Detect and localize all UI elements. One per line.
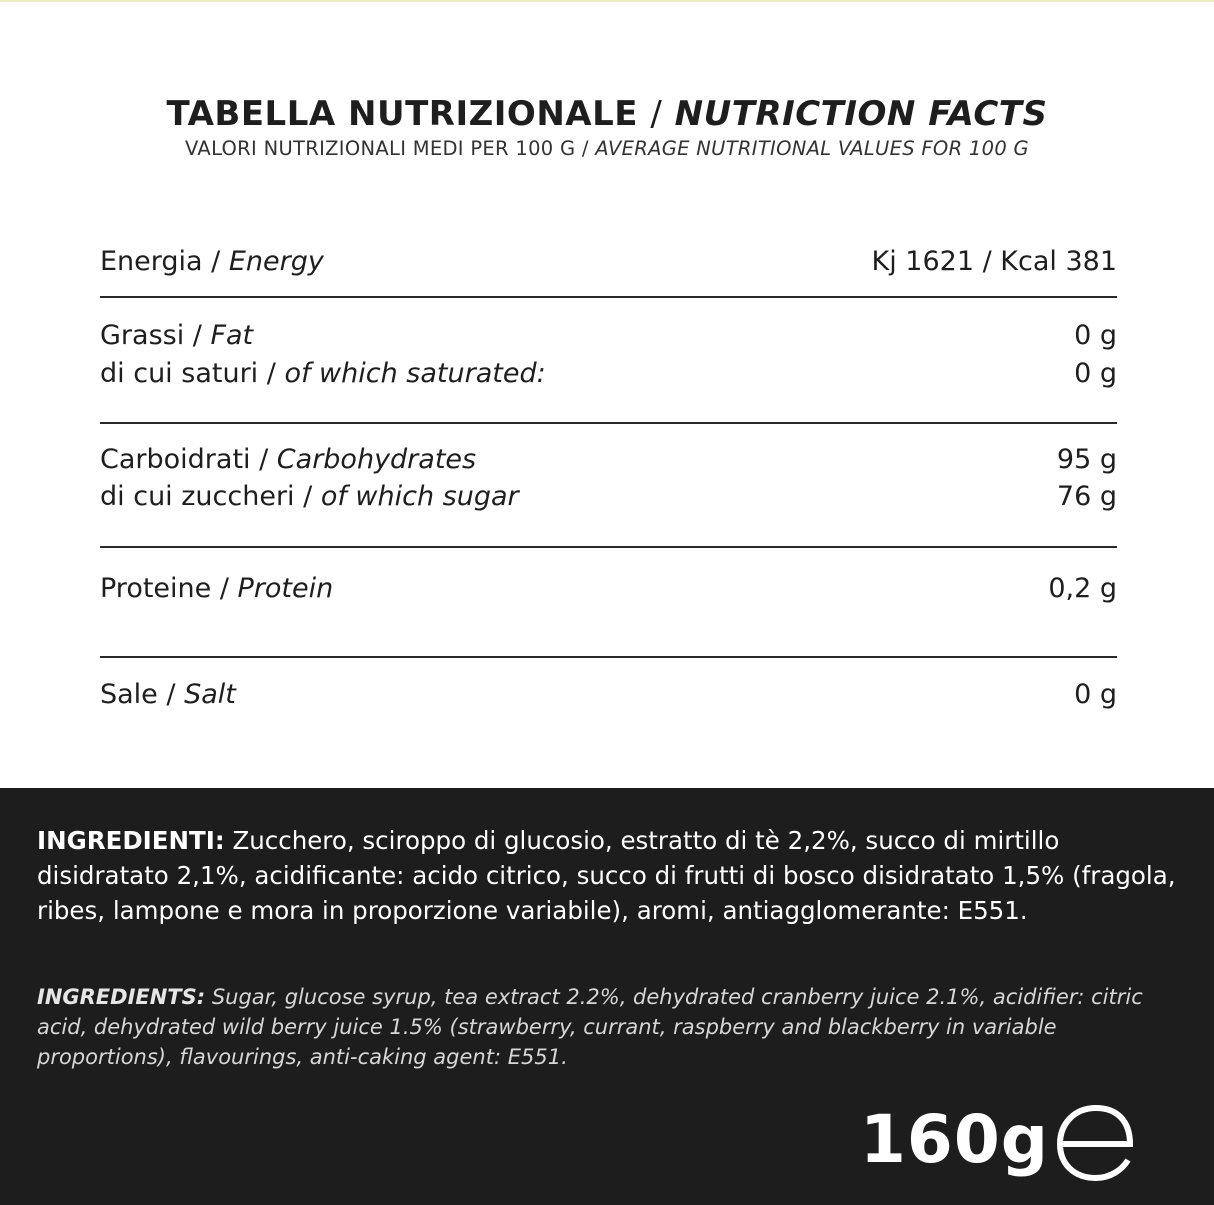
protein-row <box>100 568 1117 658</box>
ingredients-panel <box>0 788 1214 1205</box>
sugar-line <box>100 478 1117 515</box>
carbohydrates-value: 95 g <box>1056 444 1117 475</box>
ingredients-english-label: INGREDIENTS: <box>37 985 206 1009</box>
carbohydrates-line <box>100 441 1117 478</box>
protein-value: 0,2 g <box>1048 572 1117 604</box>
ingredients-italian <box>37 823 1187 928</box>
energy-label: Energia / Energy <box>100 245 324 277</box>
sugar-label: di cui zuccheri / of which sugar <box>100 481 519 512</box>
energy-line <box>100 234 1117 288</box>
nutrition-header <box>0 92 1214 162</box>
ingredients-english <box>37 982 1197 1072</box>
fat-line <box>100 316 1117 354</box>
fat-label: Grassi / Fat <box>100 319 254 351</box>
saturated-label: di cui saturi / of which saturated: <box>100 357 546 389</box>
energy-row <box>100 234 1117 298</box>
ingredients-italian-text: Zucchero, sciroppo di glucosio, estratto di tè 2,2%, succo di mirtillo disidratato 2,1%, acidificante: acido citrico, succo di frutti di bosco disidratato 1,5% (fragola, ribes, lampone e mora in proporzione variabile), aromi, antiagglomerante: E551. <box>37 826 1176 925</box>
ingredients-italian-label: INGREDIENTI: <box>37 826 225 855</box>
estimated-sign-icon <box>1054 1102 1136 1184</box>
salt-row <box>100 674 1117 714</box>
subtitle-italian: VALORI NUTRIZIONALI MEDI PER 100 G / <box>185 137 589 160</box>
saturated-value: 0 g <box>1074 357 1117 389</box>
energy-value: Kj 1621 / Kcal 381 <box>871 245 1117 277</box>
ingredients-english-text: Sugar, glucose syrup, tea extract 2.2%, dehydrated cranberry juice 2.1%, acidifier: citric acid, dehydrated wild berry juice 1.5% (strawberry, currant, raspberry and blackberry in variable proportions), flavourings, anti-caking agent: E551. <box>37 985 1143 1069</box>
title-italian: TABELLA NUTRIZIONALE <box>166 94 638 134</box>
carbohydrates-row <box>100 441 1117 548</box>
subtitle-english: AVERAGE NUTRITIONAL VALUES FOR 100 G <box>595 137 1029 160</box>
top-border <box>0 0 1214 2</box>
carbohydrates-label: Carboidrati / Carbohydrates <box>100 444 477 475</box>
net-weight: 160g <box>860 1101 1050 1178</box>
salt-line <box>100 674 1117 714</box>
title-english: NUTRICTION FACTS <box>674 94 1048 134</box>
protein-label: Proteine / Protein <box>100 572 334 604</box>
fat-row <box>100 316 1117 424</box>
salt-value: 0 g <box>1074 678 1117 710</box>
sugar-value: 76 g <box>1056 481 1117 512</box>
protein-line <box>100 568 1117 608</box>
page-title <box>0 92 1214 136</box>
page-subtitle <box>0 136 1214 162</box>
nutrition-table <box>100 234 1117 714</box>
salt-label: Sale / Salt <box>100 678 236 710</box>
fat-value: 0 g <box>1074 319 1117 351</box>
saturated-line <box>100 354 1117 392</box>
title-separator: / <box>650 94 663 134</box>
